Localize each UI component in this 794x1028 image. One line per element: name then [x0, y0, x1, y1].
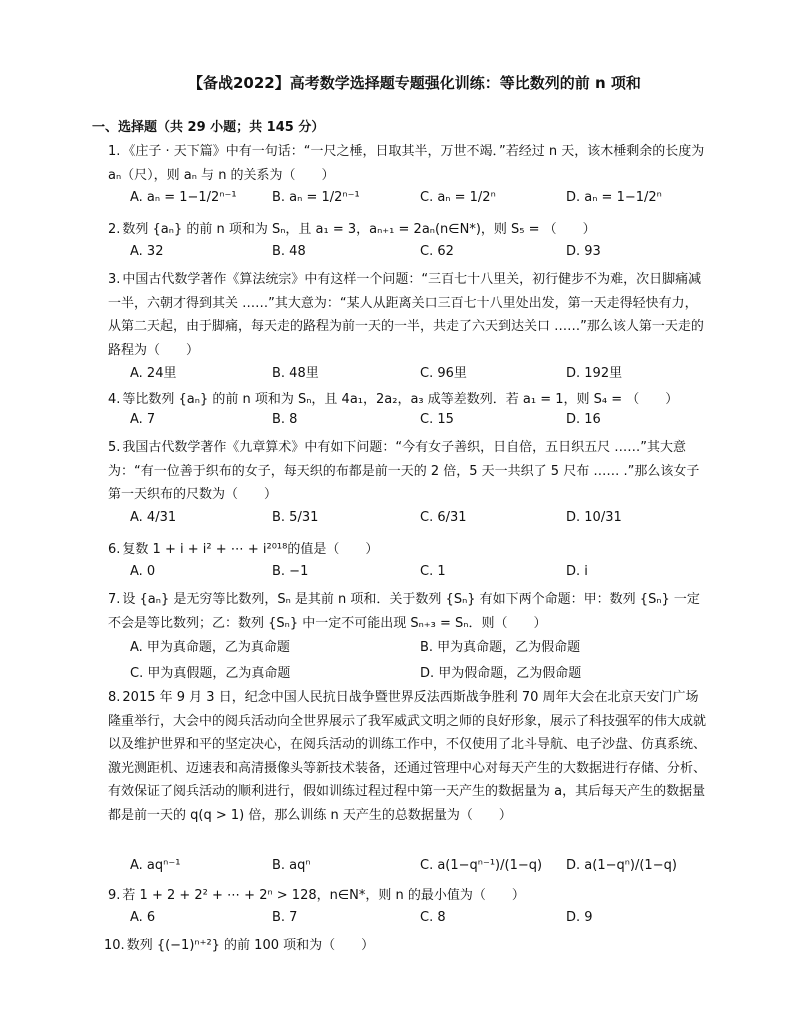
- option-d[interactable]: D. 192里: [566, 366, 623, 381]
- option-c[interactable]: C. 6/31: [420, 510, 467, 525]
- option-a[interactable]: A. 7: [130, 412, 156, 427]
- question-2: [108, 218, 708, 242]
- option-a[interactable]: A. 甲为真命题，乙为真命题: [130, 640, 290, 655]
- options-9: [130, 910, 730, 932]
- option-a[interactable]: A. 0: [130, 564, 156, 579]
- option-d[interactable]: D. 甲为假命题，乙为假命题: [420, 666, 582, 681]
- option-c[interactable]: C. 8: [420, 910, 446, 925]
- question-number: 10.: [104, 938, 125, 953]
- option-d[interactable]: D. 16: [566, 412, 601, 427]
- options-8: [130, 858, 730, 880]
- option-a[interactable]: A. 32: [130, 244, 164, 259]
- option-b[interactable]: B. 48: [272, 244, 306, 259]
- question-text: 数列 {aₙ} 的前 n 项和为 Sₙ，且 a₁ = 3，aₙ₊₁ = 2aₙ(n∈N*)，则 S₅ = （ ）: [122, 222, 596, 237]
- option-b[interactable]: B. aqⁿ: [272, 858, 311, 873]
- option-c[interactable]: C. 96里: [420, 366, 467, 381]
- option-a[interactable]: A. aₙ = 1−1/2ⁿ⁻¹: [130, 190, 237, 205]
- page-title: 【备战2022】高考数学选择题专题强化训练：等比数列的前 n 项和: [188, 74, 641, 92]
- option-b[interactable]: B. 48里: [272, 366, 319, 381]
- question-text: 设 {aₙ} 是无穷等比数列，Sₙ 是其前 n 项和．关于数列 {Sₙ} 有如下两个命题：甲：数列 {Sₙ} 一定不会是等比数列；乙：数列 {Sₙ} 中一定不可能出现 Sₙ₊₃ = Sₙ．则（ ）: [108, 592, 700, 631]
- option-a[interactable]: A. aqⁿ⁻¹: [130, 858, 181, 873]
- option-c[interactable]: C. 甲为真假题，乙为真命题: [130, 666, 291, 681]
- options-7-row-1: [130, 636, 730, 658]
- options-3: [130, 362, 730, 384]
- option-a[interactable]: A. 4/31: [130, 510, 177, 525]
- question-text: 若 1 + 2 + 2² + ⋯ + 2ⁿ > 128，n∈N*，则 n 的最小值为（ ）: [122, 888, 525, 903]
- question-number: 7.: [108, 592, 121, 607]
- option-a[interactable]: A. 24里: [130, 366, 177, 381]
- question-text: 《庄子 · 天下篇》中有一句话：“一尺之棰，日取其半，万世不竭．”若经过 n 天，该木棰剩余的长度为 aₙ（尺），则 aₙ 与 n 的关系为（ ）: [108, 144, 705, 183]
- question-text: 复数 1 + i + i² + ⋯ + i²⁰¹⁸的值是（ ）: [122, 542, 379, 557]
- question-text: 我国古代数学著作《九章算术》中有如下问题：“今有女子善织，日自倍，五日织五尺 ……”其大意为：“有一位善于织布的女子，每天织的布都是前一天的 2 倍，5 天一共织了 5 尺布 …… .”那么该女子第一天织布的尺数为（ ）: [108, 440, 700, 502]
- option-b[interactable]: B. aₙ = 1/2ⁿ⁻¹: [272, 190, 360, 205]
- option-c[interactable]: C. a(1−qⁿ⁻¹)/(1−q): [420, 858, 543, 873]
- question-1: [108, 140, 708, 187]
- option-d[interactable]: D. 93: [566, 244, 601, 259]
- question-number: 3.: [108, 272, 121, 287]
- option-d[interactable]: D. i: [566, 564, 588, 579]
- question-text: 中国古代数学著作《算法统宗》中有这样一个问题：“三百七十八里关，初行健步不为难，次日脚痛减一半，六朝才得到其关 ……”其大意为：“某人从距离关口三百七十八里处出发，第一天走得轻快有力，从第二天起，由于脚痛，每天走的路程为前一天的一半，共走了六天到达关口 ……”那么该人第一天走的路程为（ ）: [108, 272, 704, 358]
- question-5: [108, 436, 708, 507]
- option-b[interactable]: B. 甲为真命题，乙为假命题: [420, 640, 581, 655]
- question-8: [108, 686, 708, 827]
- options-5: [130, 510, 730, 532]
- question-10: [104, 934, 704, 958]
- options-2: [130, 244, 730, 266]
- question-number: 9.: [108, 888, 121, 903]
- question-number: 4.: [108, 392, 121, 407]
- question-text: 数列 {(−1)ⁿ⁺²} 的前 100 项和为（ ）: [126, 938, 375, 953]
- option-a[interactable]: A. 6: [130, 910, 156, 925]
- option-d[interactable]: D. aₙ = 1−1/2ⁿ: [566, 190, 662, 205]
- question-number: 6.: [108, 542, 121, 557]
- question-7: [108, 588, 708, 635]
- option-b[interactable]: B. −1: [272, 564, 309, 579]
- options-4: [130, 412, 730, 434]
- section-heading: 一、选择题（共 29 小题；共 145 分）: [92, 120, 325, 135]
- options-1: [130, 190, 730, 212]
- option-c[interactable]: C. aₙ = 1/2ⁿ: [420, 190, 496, 205]
- question-text: 2015 年 9 月 3 日，纪念中国人民抗日战争暨世界反法西斯战争胜利 70 周年大会在北京天安门广场隆重举行，大会中的阅兵活动向全世界展示了我军威武文明之师的良好形象，展示了科技强军的伟大成就以及维护世界和平的坚定决心，在阅兵活动的训练工作中，不仅使用了北斗导航、电子沙盘、仿真系统、激光测距机、迈速表和高清摄像头等新技术装备，还通过管理中心对每天产生的大数据进行存储、分析、有效保证了阅兵活动的顺利进行，假如训练过程过程中第一天产生的数据量为 a，其后每天产生的数据量都是前一天的 q(q > 1) 倍，那么训练 n 天产生的总数据量为（ ）: [108, 690, 707, 823]
- option-b[interactable]: B. 7: [272, 910, 298, 925]
- option-d[interactable]: D. 10/31: [566, 510, 622, 525]
- option-c[interactable]: C. 15: [420, 412, 454, 427]
- question-number: 1.: [108, 144, 121, 159]
- option-b[interactable]: B. 8: [272, 412, 298, 427]
- question-6: [108, 538, 708, 562]
- option-c[interactable]: C. 62: [420, 244, 454, 259]
- question-3: [108, 268, 708, 362]
- question-9: [108, 884, 708, 908]
- question-number: 2.: [108, 222, 121, 237]
- option-d[interactable]: D. a(1−qⁿ)/(1−q): [566, 858, 677, 873]
- options-6: [130, 564, 730, 586]
- question-text: 等比数列 {aₙ} 的前 n 项和为 Sₙ，且 4a₁，2a₂，a₃ 成等差数列．若 a₁ = 1，则 S₄ = （ ）: [122, 392, 679, 407]
- question-number: 8.: [108, 690, 121, 705]
- question-4: [108, 388, 708, 412]
- option-d[interactable]: D. 9: [566, 910, 593, 925]
- options-7-row-2: [130, 662, 730, 684]
- option-c[interactable]: C. 1: [420, 564, 446, 579]
- question-number: 5.: [108, 440, 121, 455]
- option-b[interactable]: B. 5/31: [272, 510, 319, 525]
